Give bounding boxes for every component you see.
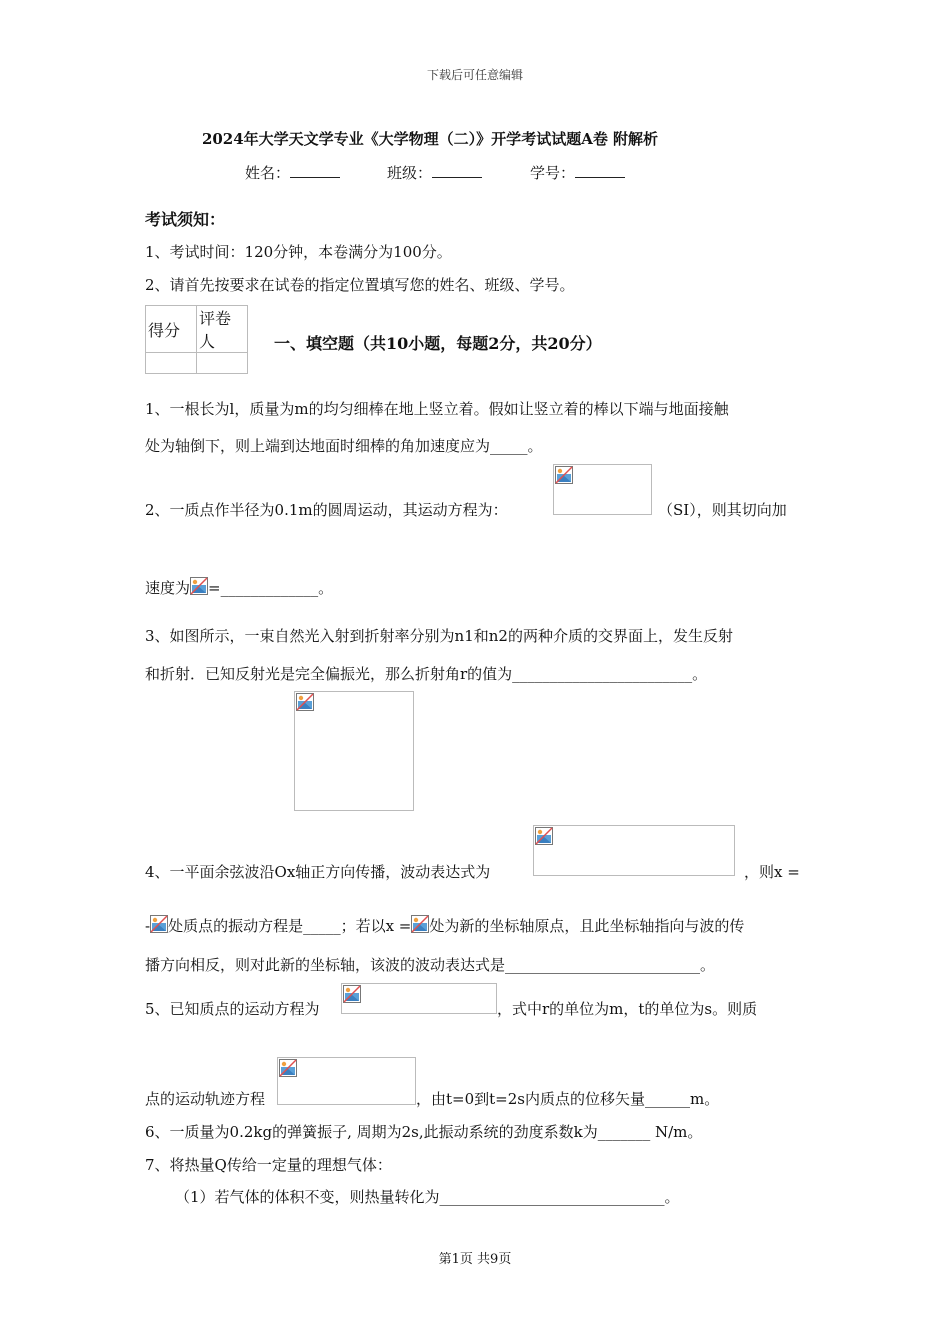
broken-image-icon — [279, 1059, 297, 1077]
score-cell — [146, 353, 197, 374]
broken-image-icon — [535, 827, 553, 845]
q5-text-d: ，由t=0到t=2s内质点的位移矢量______m。 — [416, 1090, 720, 1108]
figure-image — [294, 691, 414, 811]
q2-text-d: =_____________。 — [208, 579, 334, 597]
q4-line3: 播方向相反，则对此新的坐标轴，该波的波动表达式是__________________________。 — [145, 956, 716, 974]
grader-cell — [197, 353, 248, 374]
q5-text-b: ，式中r的单位为m，t的单位为s。则质 — [497, 1000, 758, 1018]
q5-text-a: 5、已知质点的运动方程为 — [145, 1000, 320, 1018]
q7-sub1: （1）若气体的体积不变，则热量转化为______________________________。 — [175, 1188, 680, 1206]
q6-line: 6、一质量为0.2kg的弹簧振子, 周期为2s,此振动系统的劲度系数k为_______ N/m。 — [145, 1123, 703, 1141]
broken-image-icon — [190, 577, 208, 595]
score-header: 得分 — [146, 306, 197, 353]
name-field — [245, 162, 340, 183]
broken-image-icon — [150, 915, 168, 933]
id-label: 学号： — [530, 164, 576, 182]
q4-text-c: - — [145, 917, 151, 935]
q7-stem: 7、将热量Q传给一定量的理想气体： — [145, 1156, 392, 1174]
q2-line2 — [145, 577, 333, 598]
equation-image — [533, 825, 735, 876]
q4-text-d: 处质点的振动方程是_____；若以x = — [168, 917, 412, 935]
q3-line1: 3、如图所示，一束自然光入射到折射率分别为n1和n2的两种介质的交界面上，发生反射 — [145, 627, 733, 645]
q2-text-c: 速度为 — [145, 579, 191, 597]
page-header: 下载后可任意编辑 — [426, 68, 523, 82]
q4-text-b: ，则x = — [744, 863, 800, 881]
section-heading: 一、填空题（共10小题，每题2分，共20分） — [274, 334, 602, 353]
notice-heading: 考试须知： — [145, 210, 226, 229]
broken-image-icon — [411, 915, 429, 933]
q4-line2 — [145, 915, 744, 936]
name-blank — [290, 163, 340, 178]
q3-line2: 和折射．已知反射光是完全偏振光，那么折射角r的值为________________________。 — [145, 665, 708, 683]
q1-line1: 1、一根长为l，质量为m的均匀细棒在地上竖立着。假如让竖立着的棒以下端与地面接触 — [145, 400, 729, 418]
q2-text-b: （SI），则其切向加 — [658, 501, 787, 519]
equation-image — [341, 983, 497, 1014]
page-footer: 第1页 共9页 — [438, 1252, 512, 1267]
score-table — [145, 305, 248, 374]
notice-item-1: 1、考试时间：120分钟，本卷满分为100分。 — [145, 243, 452, 261]
q2-text-a: 2、一质点作半径为0.1m的圆周运动，其运动方程为： — [145, 501, 508, 519]
class-label: 班级： — [387, 164, 433, 182]
exam-title: 2024年大学天文学专业《大学物理（二）》开学考试试题A卷 附解析 — [201, 130, 659, 148]
q4-text-e: 处为新的坐标轴原点，且此坐标轴指向与波的传 — [429, 917, 745, 935]
id-blank — [575, 163, 625, 178]
q5-text-c: 点的运动轨迹方程 — [145, 1090, 266, 1108]
equation-image — [553, 464, 652, 515]
broken-image-icon — [555, 466, 573, 484]
id-field — [530, 162, 625, 183]
q1-line2: 处为轴倒下，则上端到达地面时细棒的角加速度应为_____。 — [145, 437, 543, 455]
broken-image-icon — [296, 693, 314, 711]
broken-image-icon — [343, 985, 361, 1003]
q4-text-a: 4、一平面余弦波沿Ox轴正方向传播，波动表达式为 — [145, 863, 491, 881]
class-field — [387, 162, 482, 183]
grader-header: 评卷人 — [197, 306, 248, 353]
class-blank — [432, 163, 482, 178]
notice-item-2: 2、请首先按要求在试卷的指定位置填写您的姓名、班级、学号。 — [145, 276, 575, 294]
equation-image — [277, 1057, 416, 1105]
name-label: 姓名： — [245, 164, 291, 182]
